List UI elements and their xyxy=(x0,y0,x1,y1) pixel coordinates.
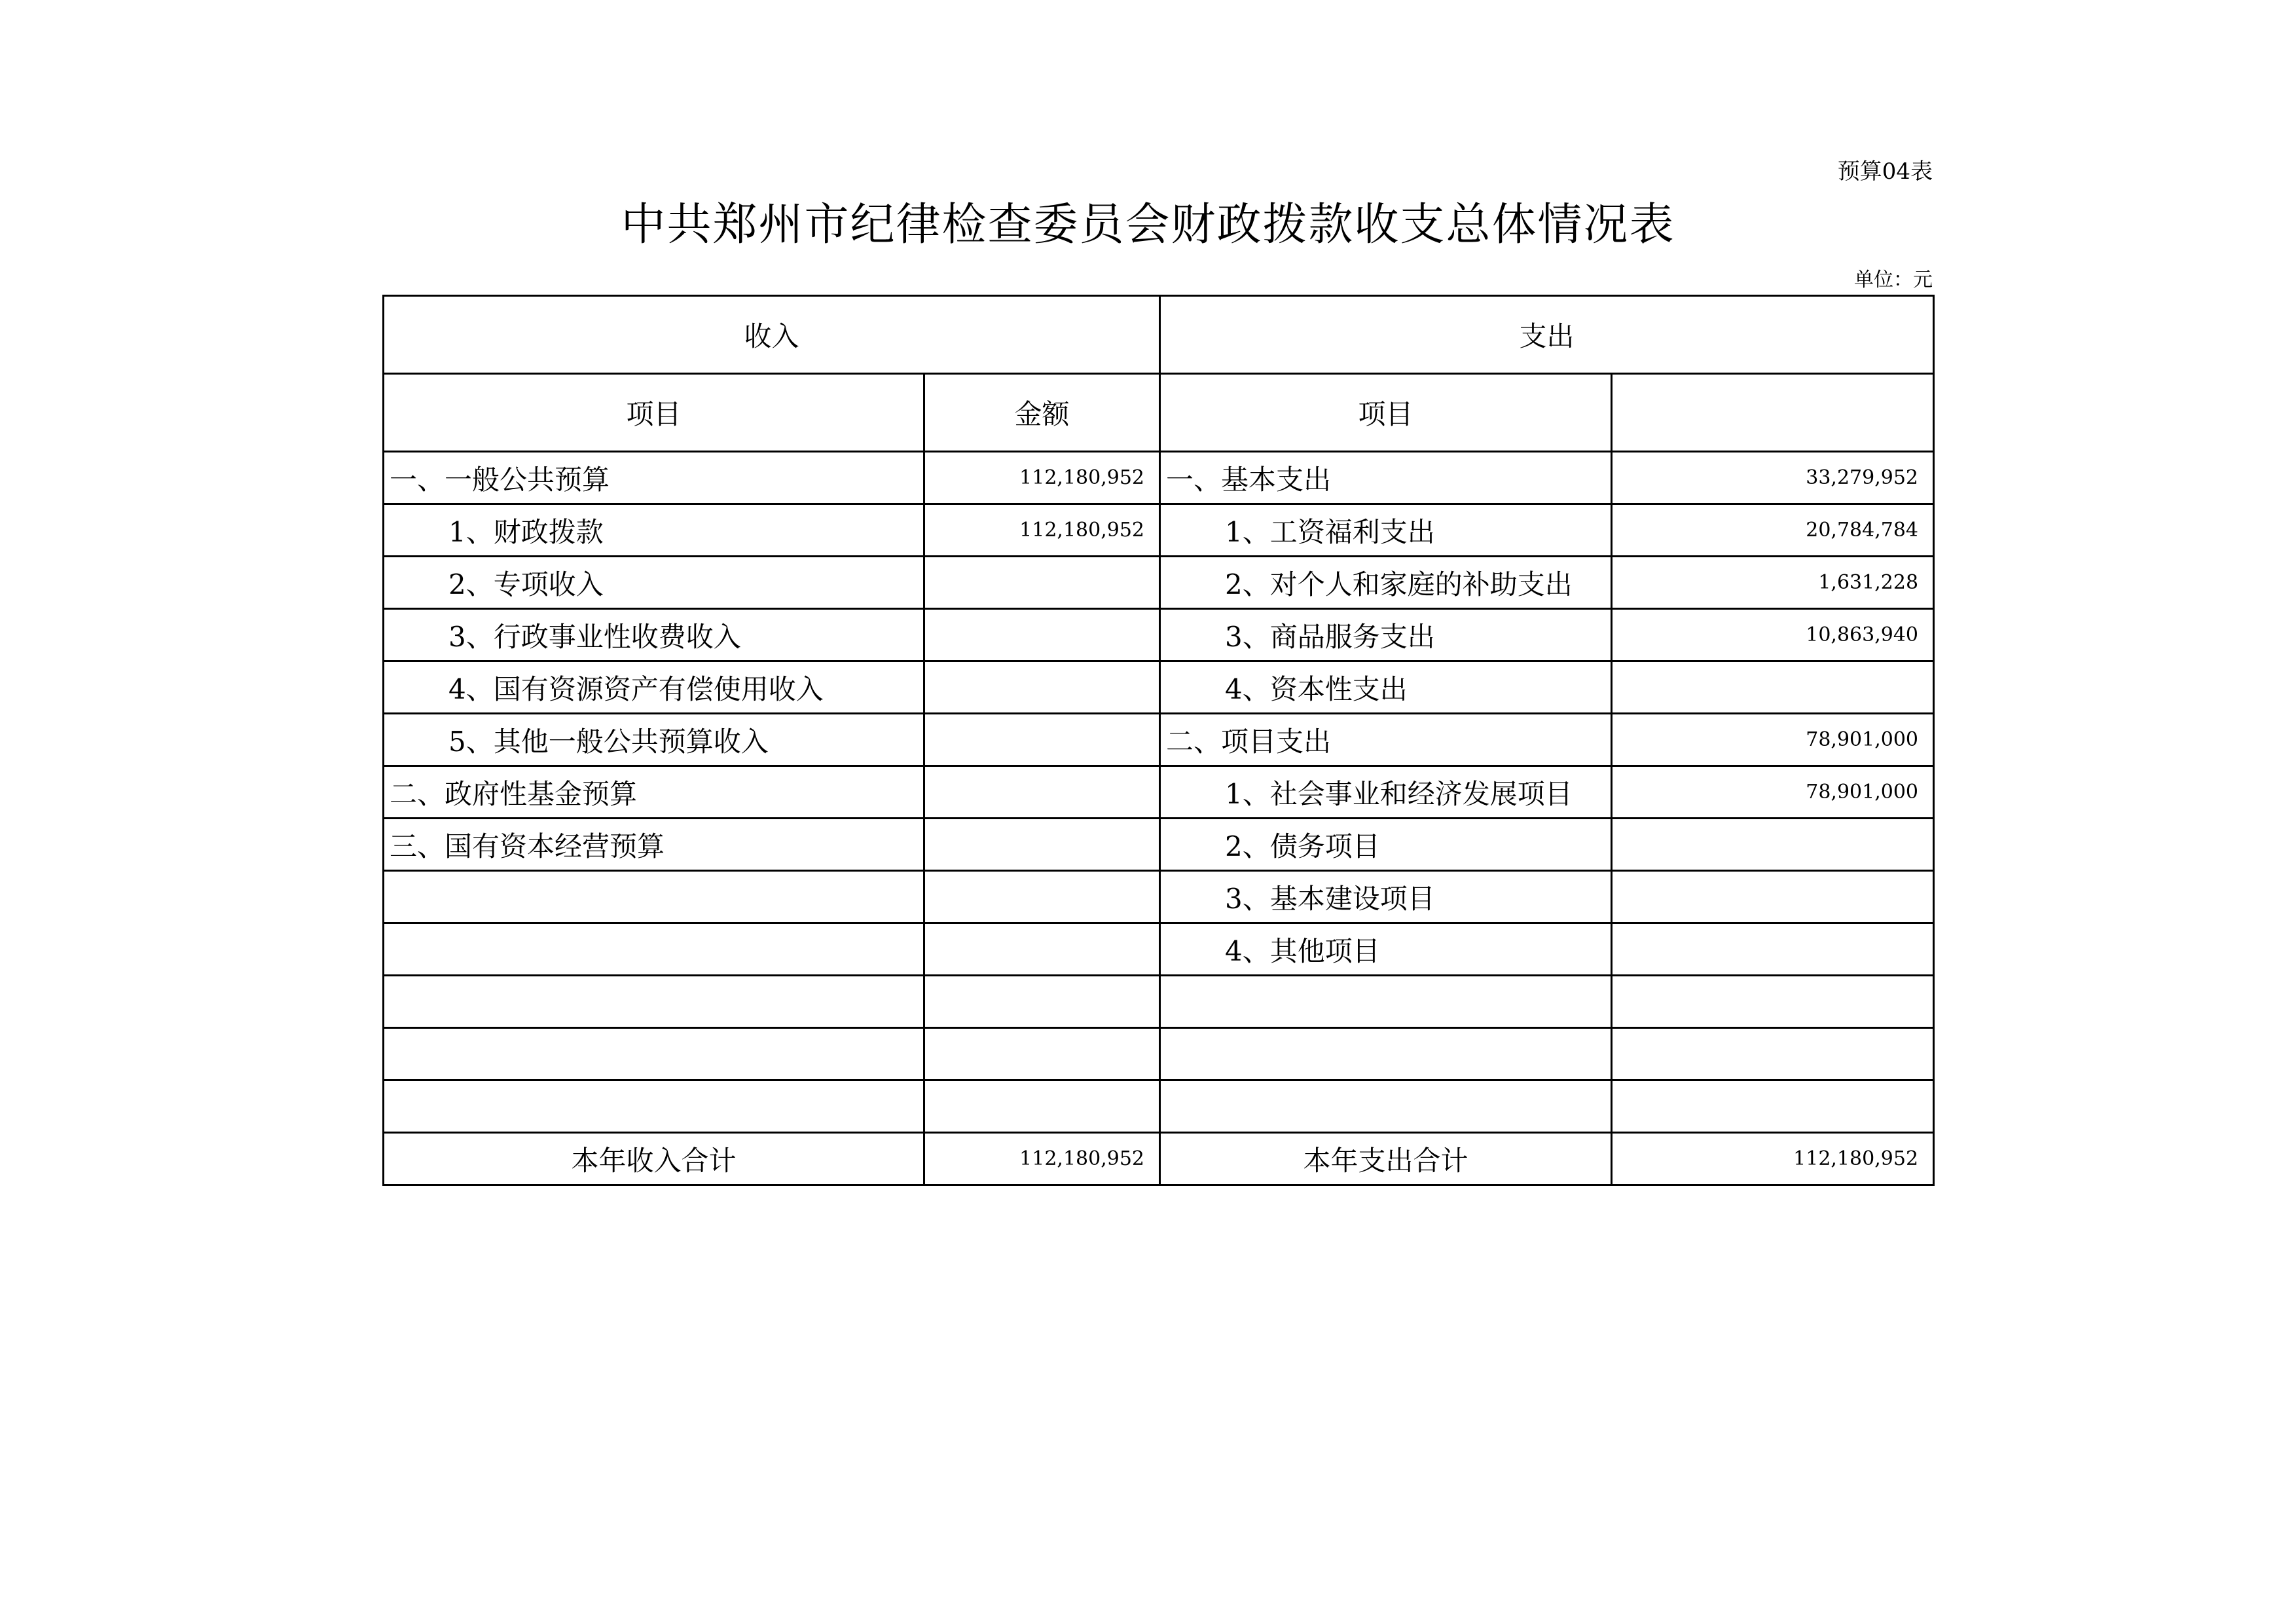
income-amount-cell xyxy=(924,714,1160,766)
income-item-cell: 4、国有资源资产有偿使用收入 xyxy=(384,661,924,714)
expense-amount-cell: 78,901,000 xyxy=(1612,714,1934,766)
expense-item-cell: 2、对个人和家庭的补助支出 xyxy=(1160,557,1612,609)
income-amount-cell xyxy=(924,819,1160,871)
table-row xyxy=(384,1028,1934,1080)
table-row xyxy=(384,1080,1934,1133)
table-row xyxy=(384,819,1934,871)
income-item-cell xyxy=(384,1028,924,1080)
expense-item-cell xyxy=(1160,1028,1612,1080)
income-amount-cell xyxy=(924,976,1160,1028)
page-title: 中共郑州市纪律检查委员会财政拨款收支总体情况表 xyxy=(621,199,1675,251)
expense-item-cell: 4、其他项目 xyxy=(1160,923,1612,976)
table-row xyxy=(384,766,1934,819)
expense-amount-cell xyxy=(1612,1080,1934,1133)
income-total-label: 本年收入合计 xyxy=(384,1133,924,1185)
table-row xyxy=(384,504,1934,557)
expense-item-cell: 二、项目支出 xyxy=(1160,714,1612,766)
expense-total-amount: 112,180,952 xyxy=(1612,1133,1934,1185)
expense-item-header: 项目 xyxy=(1160,374,1612,452)
income-item-cell: 二、政府性基金预算 xyxy=(384,766,924,819)
income-amount-cell xyxy=(924,557,1160,609)
expense-amount-cell xyxy=(1612,1028,1934,1080)
expense-amount-cell xyxy=(1612,871,1934,923)
table-row xyxy=(384,661,1934,714)
table-row xyxy=(384,923,1934,976)
income-amount-cell xyxy=(924,609,1160,661)
table-row xyxy=(384,557,1934,609)
expense-item-cell: 1、社会事业和经济发展项目 xyxy=(1160,766,1612,819)
income-item-header: 项目 xyxy=(384,374,924,452)
table-row xyxy=(384,714,1934,766)
income-amount-cell: 112,180,952 xyxy=(924,504,1160,557)
expense-amount-cell: 33,279,952 xyxy=(1612,452,1934,504)
expense-amount-cell xyxy=(1612,661,1934,714)
income-item-cell: 3、行政事业性收费收入 xyxy=(384,609,924,661)
income-item-cell: 2、专项收入 xyxy=(384,557,924,609)
expense-amount-cell xyxy=(1612,976,1934,1028)
income-amount-cell: 112,180,952 xyxy=(924,452,1160,504)
expense-total-label: 本年支出合计 xyxy=(1160,1133,1612,1185)
expense-item-cell xyxy=(1160,1080,1612,1133)
expense-amount-cell: 10,863,940 xyxy=(1612,609,1934,661)
income-amount-cell xyxy=(924,1028,1160,1080)
table-row xyxy=(384,871,1934,923)
form-code: 预算04表 xyxy=(1837,158,1933,185)
expense-amount-cell xyxy=(1612,923,1934,976)
budget-table xyxy=(382,295,1935,1186)
table-row xyxy=(384,452,1934,504)
income-item-cell: 1、财政拨款 xyxy=(384,504,924,557)
expense-item-cell xyxy=(1160,976,1612,1028)
income-total-amount: 112,180,952 xyxy=(924,1133,1160,1185)
table-row xyxy=(384,976,1934,1028)
income-amount-cell xyxy=(924,923,1160,976)
expense-amount-header xyxy=(1612,374,1934,452)
income-section-header: 收入 xyxy=(384,296,1160,374)
expense-amount-cell: 78,901,000 xyxy=(1612,766,1934,819)
expense-item-cell: 1、工资福利支出 xyxy=(1160,504,1612,557)
expense-item-cell: 3、商品服务支出 xyxy=(1160,609,1612,661)
expense-item-cell: 2、债务项目 xyxy=(1160,819,1612,871)
total-row xyxy=(384,1133,1934,1185)
unit-label: 单位：元 xyxy=(1854,268,1933,291)
income-item-cell xyxy=(384,871,924,923)
expense-section-header: 支出 xyxy=(1160,296,1934,374)
income-item-cell: 一、一般公共预算 xyxy=(384,452,924,504)
income-item-cell xyxy=(384,923,924,976)
income-item-cell xyxy=(384,976,924,1028)
expense-item-cell: 一、基本支出 xyxy=(1160,452,1612,504)
expense-amount-cell: 1,631,228 xyxy=(1612,557,1934,609)
income-item-cell xyxy=(384,1080,924,1133)
income-item-cell: 5、其他一般公共预算收入 xyxy=(384,714,924,766)
income-amount-header: 金额 xyxy=(924,374,1160,452)
expense-amount-cell: 20,784,784 xyxy=(1612,504,1934,557)
column-header-row xyxy=(384,374,1934,452)
income-amount-cell xyxy=(924,1080,1160,1133)
expense-item-cell: 4、资本性支出 xyxy=(1160,661,1612,714)
budget-table-body xyxy=(384,296,1934,1185)
table-row xyxy=(384,609,1934,661)
income-amount-cell xyxy=(924,766,1160,819)
income-item-cell: 三、国有资本经营预算 xyxy=(384,819,924,871)
income-amount-cell xyxy=(924,661,1160,714)
expense-amount-cell xyxy=(1612,819,1934,871)
income-amount-cell xyxy=(924,871,1160,923)
expense-item-cell: 3、基本建设项目 xyxy=(1160,871,1612,923)
section-header-row xyxy=(384,296,1934,374)
